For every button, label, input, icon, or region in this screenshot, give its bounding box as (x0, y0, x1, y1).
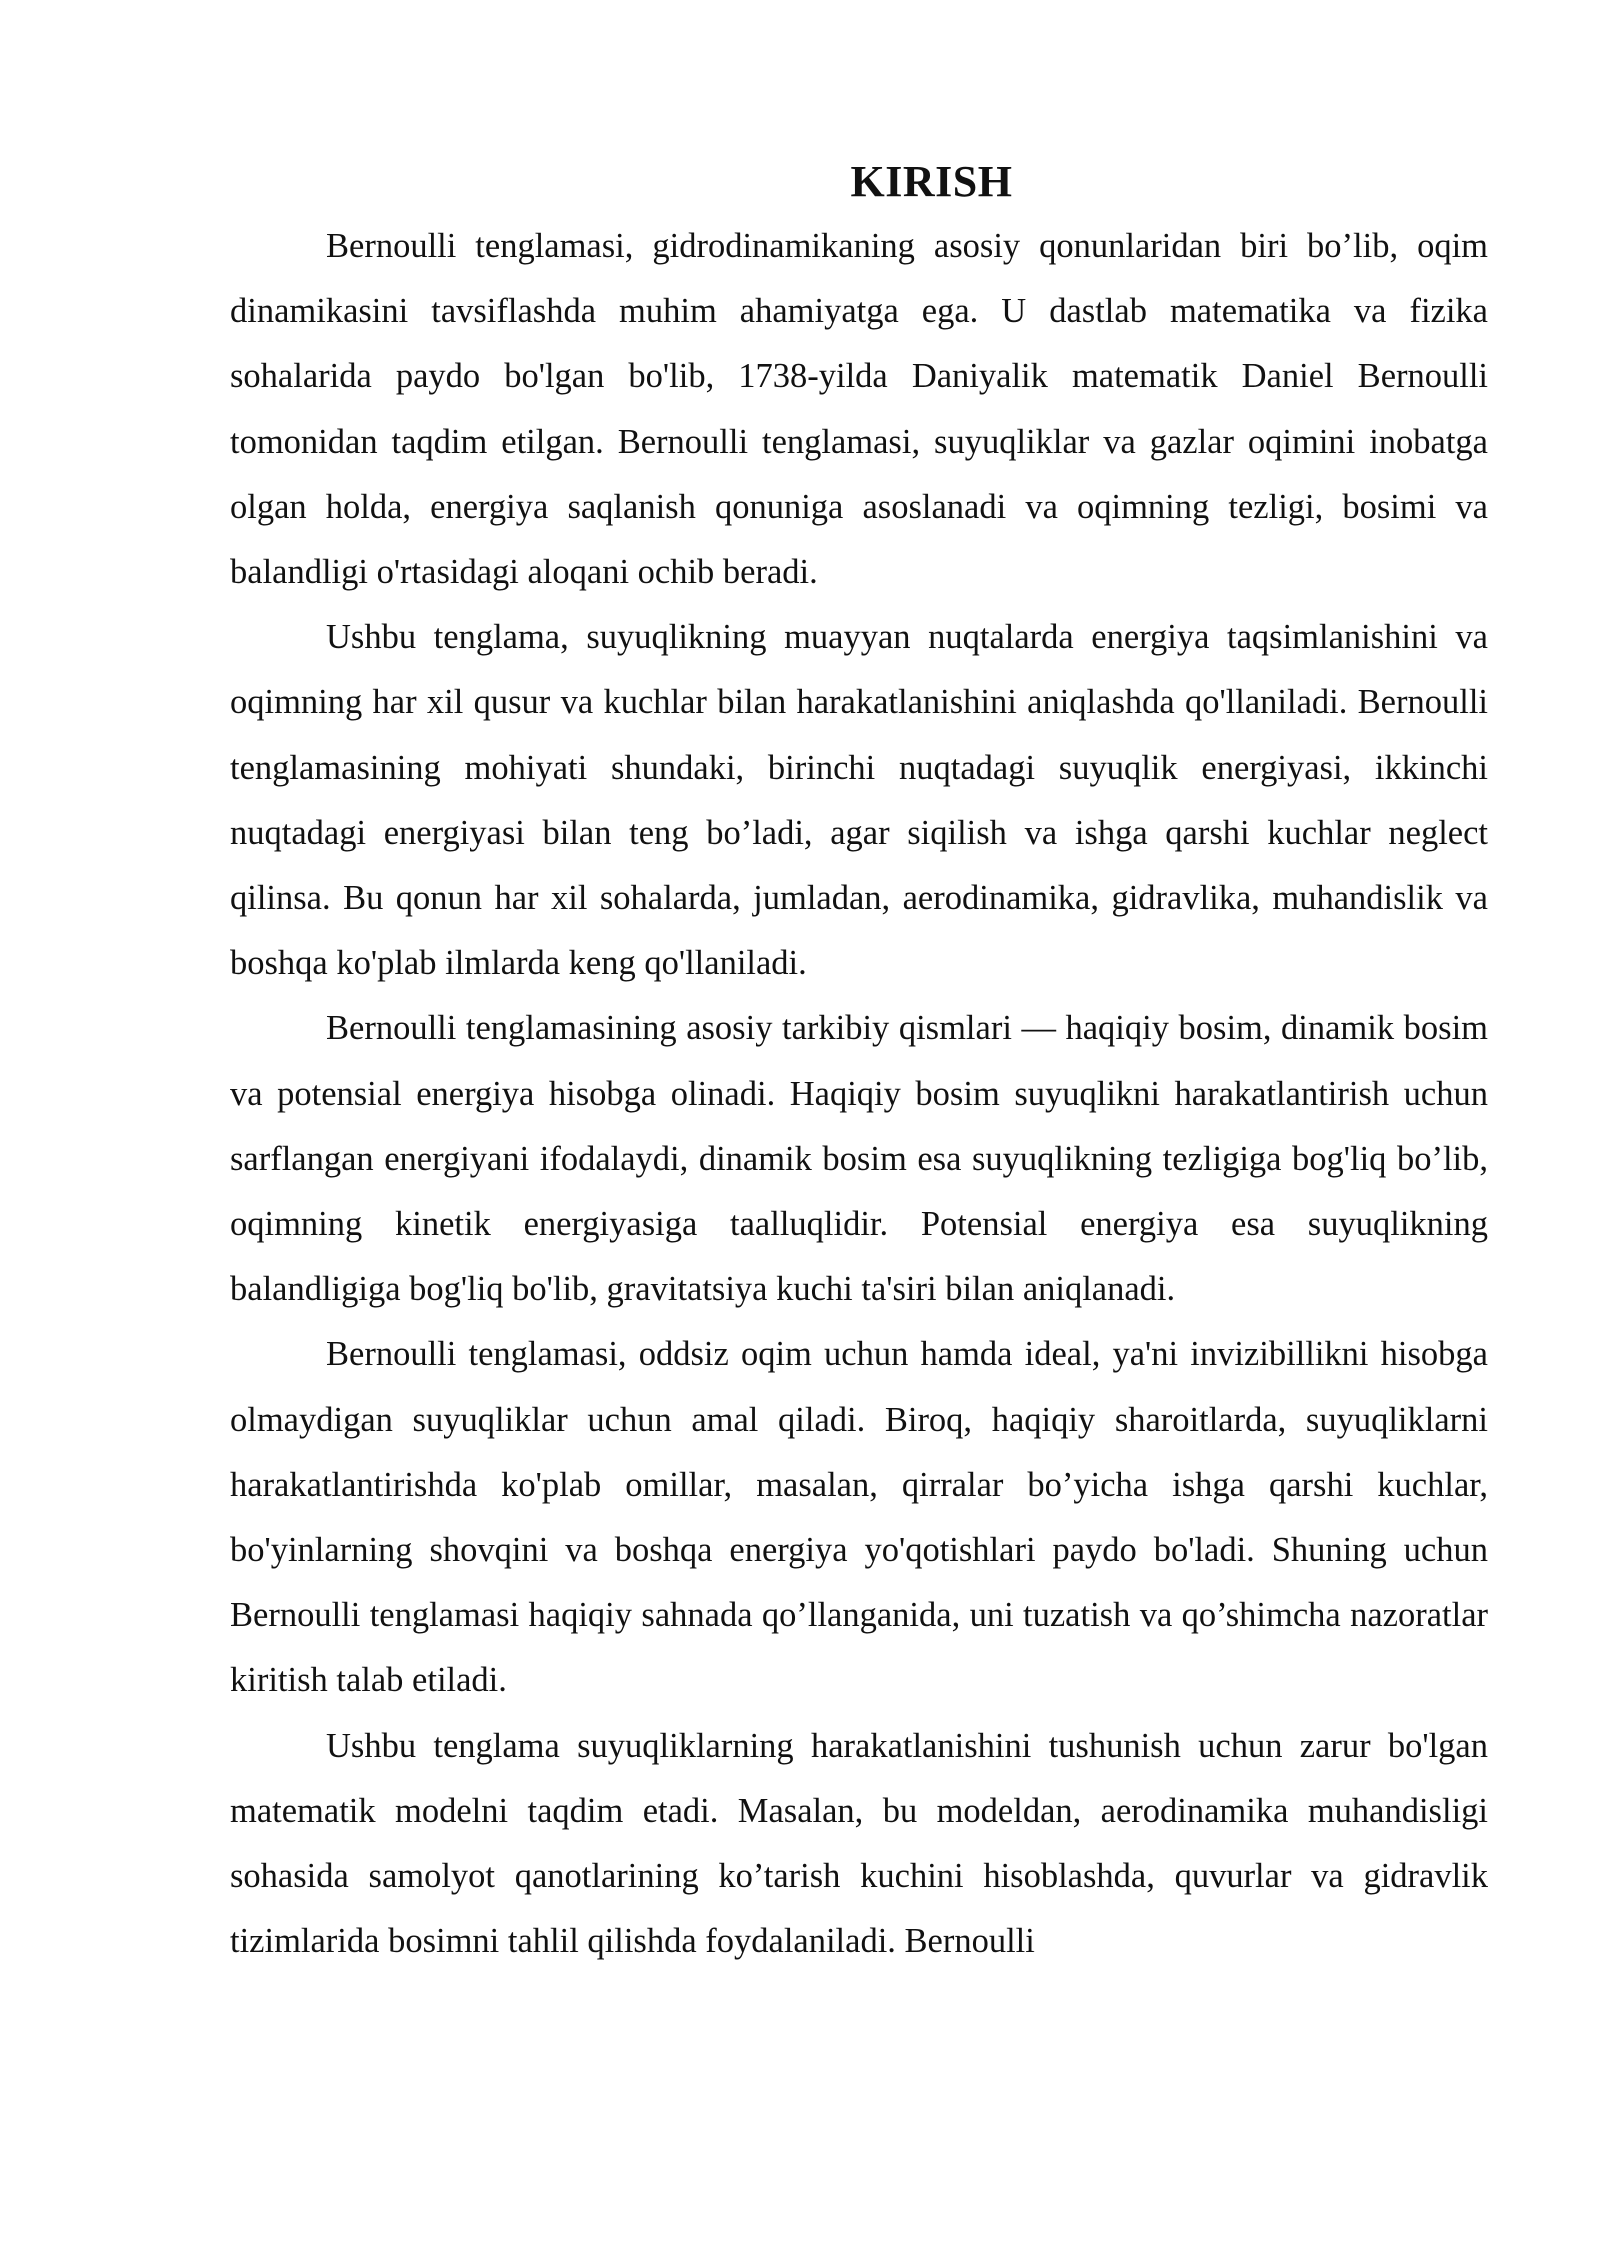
paragraph-2: Ushbu tenglama, suyuqlikning muayyan nuqtalarda energiya taqsimlanishini va oqimning har xil qusur va kuchlar bilan harakatlanishini aniqlashda qo'llaniladi. Bernoulli tenglamasining mohiyati shundaki, birinchi nuqtadagi suyuqlik energiyasi, ikkinchi nuqtadagi energiyasi bilan teng bo’ladi, agar siqilish va ishga qarshi kuchlar neglect qilinsa. Bu qonun har xil sohalarda, jumladan, aerodinamika, gidravlika, muhandislik va boshqa ko'plab ilmlarda keng qo'llaniladi. (230, 618, 1488, 983)
paragraph-1: Bernoulli tenglamasi, gidrodinamikaning asosiy qonunlaridan biri bo’lib, oqim dinamikasini tavsiflashda muhim ahamiyatga ega. U dastlab matematika va fizika sohalarida paydo bo'lgan bo'lib, 1738-yilda Daniyalik matematik Daniel Bernoulli tomonidan taqdim etilgan. Bernoulli tenglamasi, suyuqliklar va gazlar oqimini inobatga olgan holda, energiya saqlanish qonuniga asoslanadi va oqimning tezligi, bosimi va balandligi o'rtasidagi aloqani ochib beradi. (230, 227, 1488, 592)
paragraph-5: Ushbu tenglama suyuqliklarning harakatlanishini tushunish uchun zarur bo'lgan matematik modelni taqdim etadi. Masalan, bu modeldan, aerodinamika muhandisligi sohasida samolyot qanotlarining ko’tarish kuchini hisoblashda, quvurlar va gidravlik tizimlarida bosimni tahlil qilishda foydalaniladi. Bernoulli (230, 1726, 1488, 1961)
paragraph-4: Bernoulli tenglamasi, oddsiz oqim uchun hamda ideal, ya'ni invizibillikni hisobga olmaydigan suyuqliklar uchun amal qiladi. Biroq, haqiqiy sharoitlarda, suyuqliklarni harakatlantirishda ko'plab omillar, masalan, qirralar bo’yicha ishga qarshi kuchlar, bo'yinlarning shovqini va boshqa energiya yo'qotishlari paydo bo'ladi. Shuning uchun Bernoulli tenglamasi haqiqiy sahnada qo’llanganida, uni tuzatish va qo’shimcha nazoratlar kiritish talab etiladi. (230, 1335, 1488, 1700)
document-page (230, 150, 1488, 1974)
page-title: KIRISH (850, 157, 1013, 206)
paragraph-3: Bernoulli tenglamasining asosiy tarkibiy qismlari — haqiqiy bosim, dinamik bosim va potensial energiya hisobga olinadi. Haqiqiy bosim suyuqlikni harakatlantirish uchun sarflangan energiyani ifodalaydi, dinamik bosim esa suyuqlikning tezligiga bog'liq bo’lib, oqimning kinetik energiyasiga taalluqlidir. Potensial energiya esa suyuqlikning balandligiga bog'liq bo'lib, gravitatsiya kuchi ta'siri bilan aniqlanadi. (230, 1009, 1488, 1309)
